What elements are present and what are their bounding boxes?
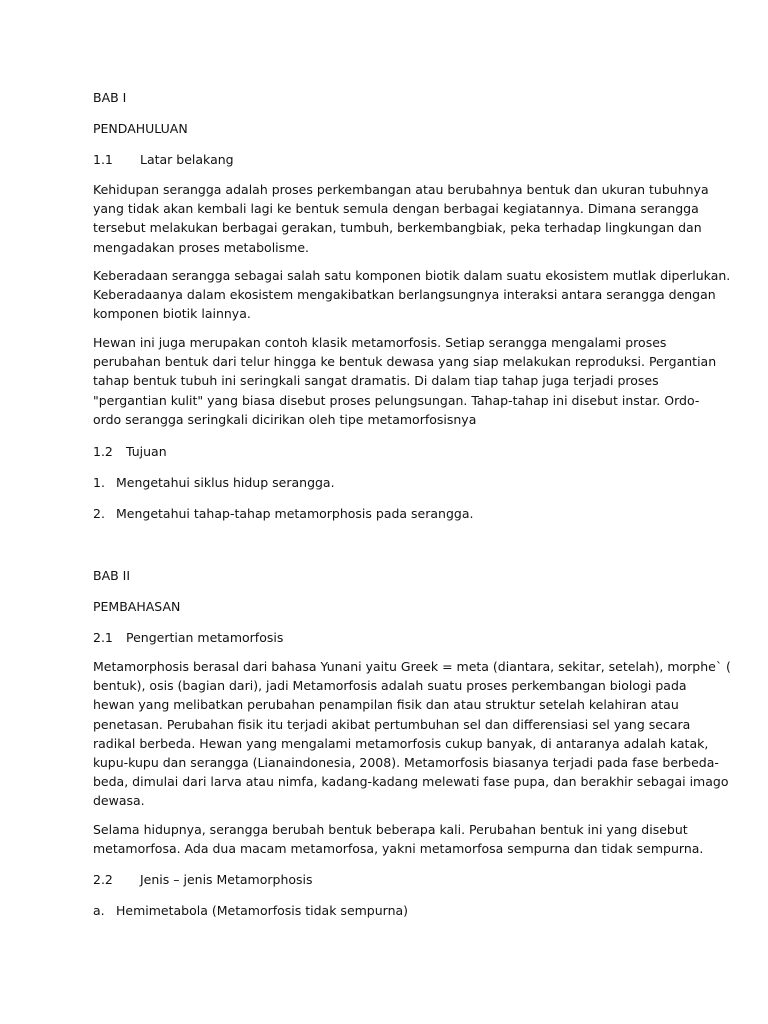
chapter-title: PENDAHULUAN	[93, 121, 188, 136]
section-heading-2-1	[93, 628, 283, 647]
text-line: hewan yang melibatkan perubahan penampilan fisik dan atau struktur setelah kelahiran atau	[93, 697, 679, 713]
chapter-heading: BAB I	[93, 90, 127, 105]
section-number: 2.1	[93, 630, 113, 645]
list-text: Mengetahui tahap-tahap metamorphosis pada serangga.	[116, 506, 474, 521]
section-heading-1-2	[93, 442, 167, 461]
text-line: Metamorphosis berasal dari bahasa Yunani yaitu Greek = meta (diantara, sekitar, setelah), morphe` (	[93, 659, 731, 674]
section-heading-1-1	[93, 150, 234, 169]
text-line: radikal berbeda. Hewan yang mengalami metamorfosis cukup banyak, di antaranya adalah katak,	[93, 735, 709, 751]
text-line: perubahan bentuk dari telur hingga ke bentuk dewasa yang siap melakukan reproduksi. Pergantian	[93, 354, 717, 370]
paragraph	[93, 657, 731, 811]
section-title: Tujuan	[126, 444, 167, 459]
text-line: Selama hidupnya, serangga berubah bentuk beberapa kali. Perubahan bentuk ini yang disebut	[93, 822, 688, 837]
text-line: yang tidak akan kembali lagi ke bentuk semula dengan berbagai kegiatannya. Dimana serangga	[93, 201, 699, 217]
paragraph	[93, 820, 703, 858]
section-number: 1.2	[93, 444, 113, 459]
section-title: Latar belakang	[140, 152, 234, 167]
text-line: "pergantian kulit" yang biasa disebut proses pelungsungan. Tahap-tahap ini disebut instar. Ordo-	[93, 392, 700, 408]
text-line: tersebut melakukan berbagai gerakan, tumbuh, berkembangbiak, peka terhadap lingkungan dan	[93, 220, 702, 236]
paragraph	[93, 266, 730, 324]
section-number: 2.2	[93, 872, 113, 887]
list-item	[93, 504, 473, 523]
list-item	[93, 473, 335, 492]
list-text: Mengetahui siklus hidup serangga.	[116, 475, 335, 490]
text-line: penetasan. Perubahan fisik itu terjadi akibat pertumbuhan sel dan differensiasi sel yang secara	[93, 716, 691, 732]
text-line: metamorfosa. Ada dua macam metamorfosa, yakni metamorfosa sempurna dan tidak sempurna.	[93, 841, 704, 857]
section-title: Pengertian metamorfosis	[126, 630, 284, 645]
section-number: 1.1	[93, 152, 113, 167]
text-line: beda, dimulai dari larva atau nimfa, kadang-kadang melewati fase pupa, dan berakhir sebagai imago	[93, 774, 729, 790]
text-line: Kehidupan serangga adalah proses perkembangan atau berubahnya bentuk dan ukuran tubuhnya	[93, 182, 709, 197]
list-number: 2.	[93, 506, 105, 521]
text-line: Keberadaanya dalam ekosistem mengakibatkan berlangsungnya interaksi antara serangga dengan	[93, 287, 716, 303]
chapter-heading: BAB II	[93, 568, 131, 583]
list-item	[93, 901, 408, 920]
list-number: 1.	[93, 475, 105, 490]
paragraph	[93, 180, 709, 257]
text-line: tahap bentuk tubuh ini seringkali sangat dramatis. Di dalam tiap tahap juga terjadi proses	[93, 373, 659, 389]
text-line: ordo serangga seringkali dicirikan oleh tipe metamorfosisnya	[93, 411, 477, 427]
chapter-title: PEMBAHASAN	[93, 599, 181, 614]
text-line: bentuk), osis (bagian dari), jadi Metamorfosis adalah suatu proses perkembangan biologi pada	[93, 678, 687, 694]
text-line: Hewan ini juga merupakan contoh klasik metamorfosis. Setiap serangga mengalami proses	[93, 335, 667, 350]
text-line: mengadakan proses metabolisme.	[93, 239, 309, 255]
text-line: komponen biotik lainnya.	[93, 306, 251, 322]
paragraph	[93, 333, 716, 429]
list-text: Hemimetabola (Metamorfosis tidak sempurna)	[116, 903, 409, 918]
section-title: Jenis – jenis Metamorphosis	[140, 872, 313, 887]
section-heading-2-2	[93, 870, 313, 889]
list-letter: a.	[93, 903, 105, 918]
text-line: dewasa.	[93, 793, 145, 809]
text-line: Keberadaan serangga sebagai salah satu komponen biotik dalam suatu ekosistem mutlak diperlukan.	[93, 268, 731, 283]
text-line: kupu-kupu dan serangga (Lianaindonesia, 2008). Metamorfosis biasanya terjadi pada fase berbeda-	[93, 755, 719, 771]
